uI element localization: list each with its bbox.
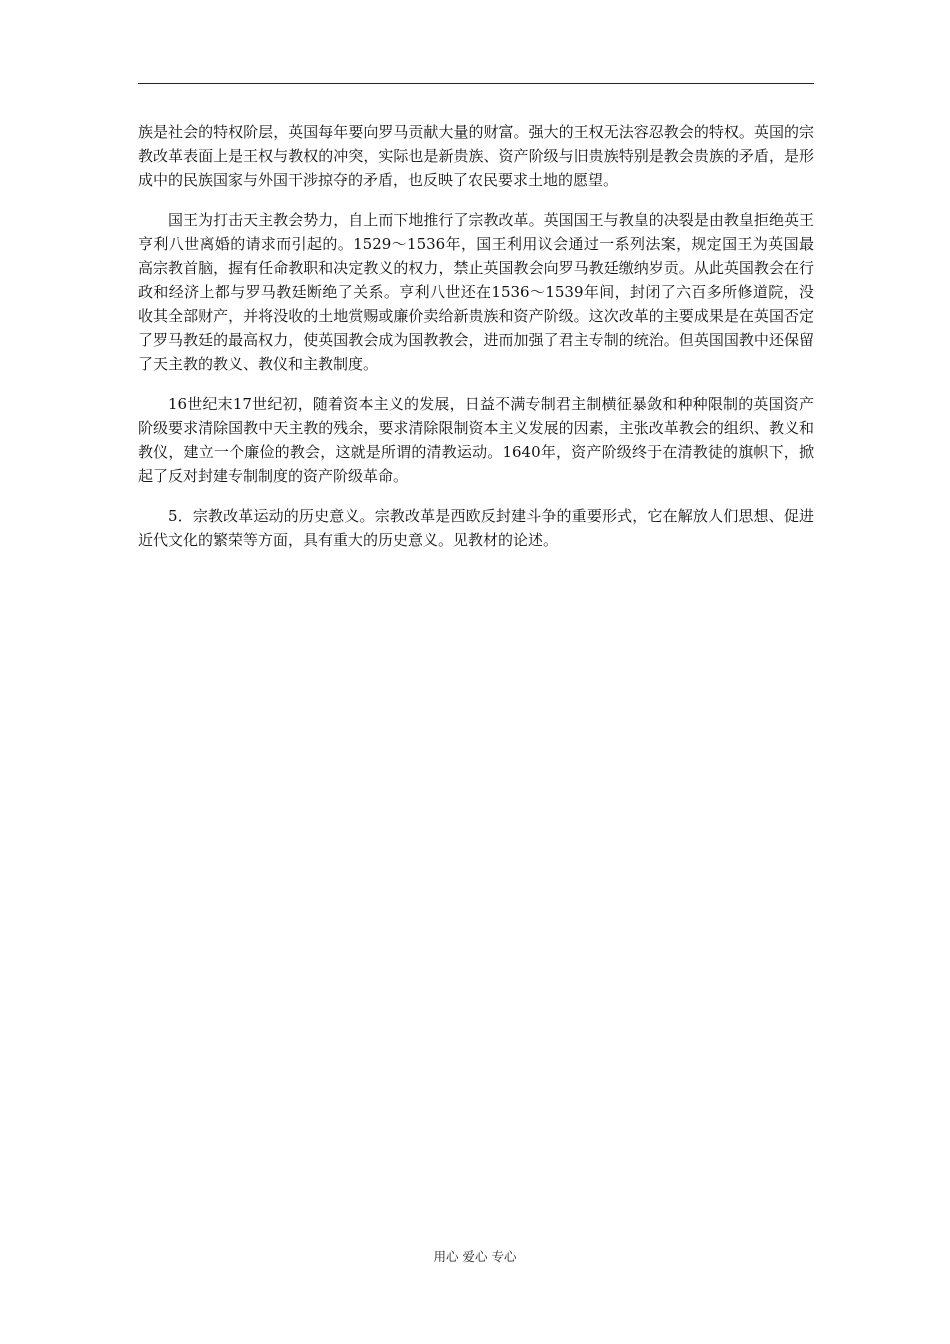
paragraph-puritan-movement: 16世纪末17世纪初，随着资本主义的发展，日益不满专制君主制横征暴敛和种种限制的英国资产阶级要求清除国教中天主教的残余，要求清除限制资本主义发展的因素，主张改革教会的组织、教义和教仪，建立一个廉俭的教会，这就是所谓的清教运动。1640年，资产阶级终于在清教徒的旗帜下，掀起了反对封建专制制度的资产阶级革命。 [138, 395, 814, 485]
page-footer: 用心 爱心 专心 [433, 1249, 517, 1264]
paragraph-historical-significance: 5．宗教改革运动的历史意义。宗教改革是西欧反封建斗争的重要形式，它在解放人们思想、促进近代文化的繁荣等方面，具有重大的历史意义。见教材的论述。 [138, 507, 814, 549]
header-rule [138, 83, 814, 84]
paragraph-continued: 族是社会的特权阶层，英国每年要向罗马贡献大量的财富。强大的王权无法容忍教会的特权。英国的宗教改革表面上是王权与教权的冲突，实际也是新贵族、资产阶级与旧贵族特别是教会贵族的矛盾，是形成中的民族国家与外国干涉掠夺的矛盾，也反映了农民要求土地的愿望。 [138, 123, 814, 189]
paragraph-reformation-in-england: 国王为打击天主教会势力，自上而下地推行了宗教改革。英国国王与教皇的决裂是由教皇拒绝英王亨利八世离婚的请求而引起的。1529～1536年，国王利用议会通过一系列法案，规定国王为英国最高宗教首脑，握有任命教职和决定教义的权力，禁止英国教会向罗马教廷缴纳岁贡。从此英国教会在行政和经济上都与罗马教廷断绝了关系。亨利八世还在1536～1539年间，封闭了六百多所修道院，没收其全部财产，并将没收的土地赏赐或廉价卖给新贵族和资产阶级。这次改革的主要成果是在英国否定了罗马教廷的最高权力，使英国教会成为国教教会，进而加强了君主专制的统治。但英国国教中还保留了天主教的教义、教仪和主教制度。 [138, 211, 814, 373]
body-text [138, 120, 814, 568]
